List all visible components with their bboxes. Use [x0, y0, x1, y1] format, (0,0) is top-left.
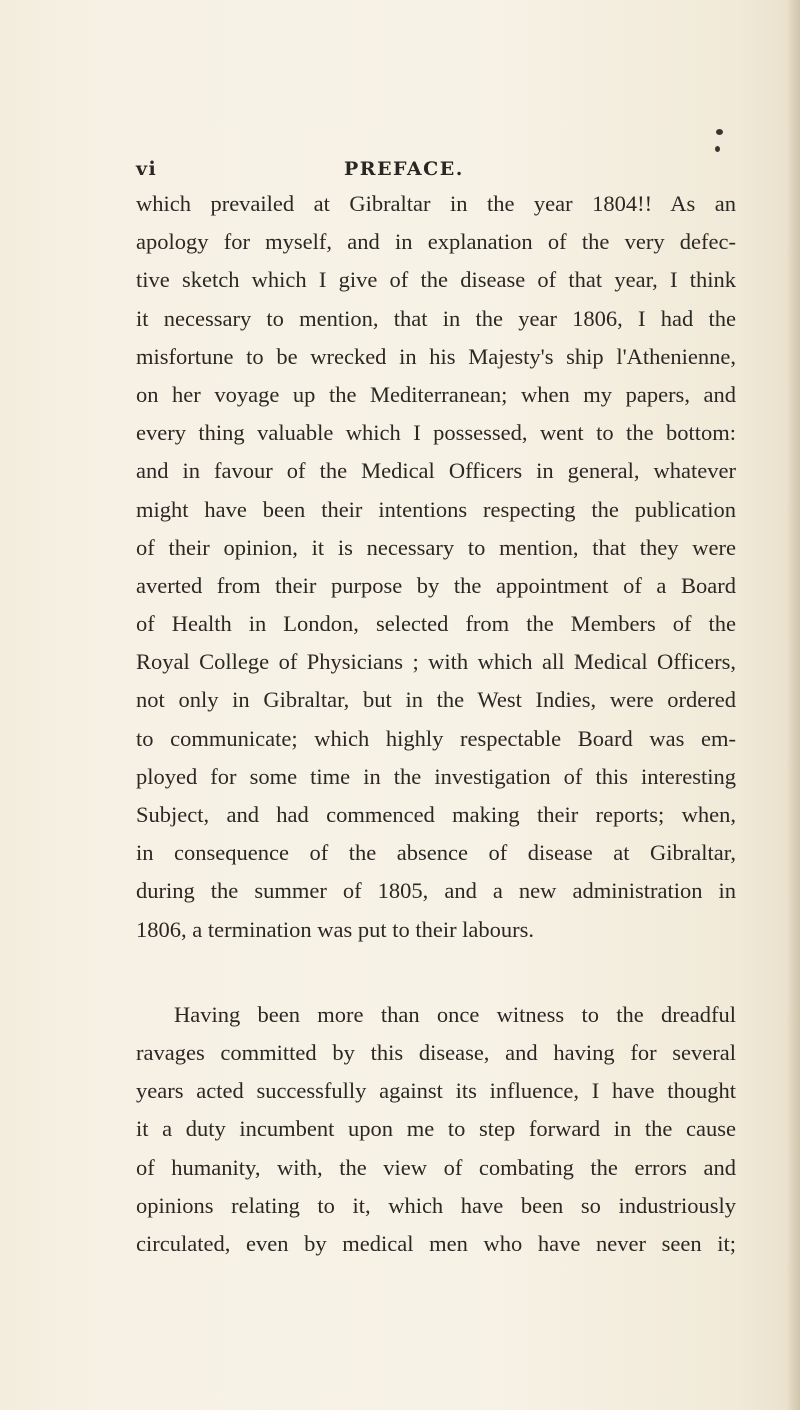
text-line: ravages committed by this disease, and having for several — [136, 1039, 736, 1065]
text-line: which prevailed at Gibraltar in the year 1804!! As an — [136, 191, 736, 216]
text-line: in consequence of the absence of disease at Gibraltar, — [136, 840, 736, 866]
text-line: circulated, even by medical men who have never seen it; — [136, 1230, 736, 1256]
text-line: years acted successfully against its influence, I have thought — [136, 1078, 736, 1104]
text-line: Subject, and had commenced making their reports; when, — [136, 802, 736, 827]
text-line: misfortune to be wrecked in his Majesty's ship l'Athenienne, — [136, 343, 736, 369]
text-line: averted from their purpose by the appointment of a Board — [136, 572, 736, 598]
running-head-title: PREFACE. — [344, 158, 464, 180]
text-line: it a duty incumbent upon me to step forward in the cause — [136, 1116, 736, 1142]
ink-speck — [715, 146, 720, 152]
paragraph-2 — [136, 996, 736, 1263]
text-line: apology for myself, and in explanation of the very defec- — [136, 229, 736, 255]
text-line: on her voyage up the Mediterranean; when my papers, and — [136, 381, 736, 407]
text-line: opinions relating to it, which have been so industriously — [136, 1192, 736, 1218]
paragraph-gap — [136, 949, 736, 996]
text-line: of their opinion, it is necessary to mention, that they were — [136, 534, 736, 560]
text-line: Having been more than once witness to the dreadful — [174, 1001, 736, 1027]
text-line: and in favour of the Medical Officers in general, whatever — [136, 458, 736, 484]
text-line: during the summer of 1805, and a new administration in — [136, 878, 736, 904]
text-line: might have been their intentions respecting the publication — [136, 496, 736, 522]
text-line: Royal College of Physicians ; with which all Medical Officers, — [136, 649, 736, 675]
text-line: tive sketch which I give of the disease of that year, I think — [136, 267, 736, 293]
text-line: every thing valuable which I possessed, went to the bottom: — [136, 420, 736, 446]
page-number: vi — [136, 158, 158, 180]
paragraph-1 — [136, 185, 736, 949]
text-line: 1806, a termination was put to their labours. — [136, 916, 535, 942]
text-line: it necessary to mention, that in the year 1806, I had the — [136, 305, 736, 331]
ink-speck — [716, 129, 723, 135]
text-line: ployed for some time in the investigation of this interesting — [136, 763, 736, 789]
body-text — [136, 185, 736, 1263]
text-line: not only in Gibraltar, but in the West Indies, were ordered — [136, 687, 736, 713]
text-line: to communicate; which highly respectable Board was em- — [136, 725, 736, 751]
text-line: of Health in London, selected from the Members of the — [136, 611, 736, 637]
page-edge-shadow — [786, 0, 800, 1410]
text-line: of humanity, with, the view of combating the errors and — [136, 1154, 736, 1180]
